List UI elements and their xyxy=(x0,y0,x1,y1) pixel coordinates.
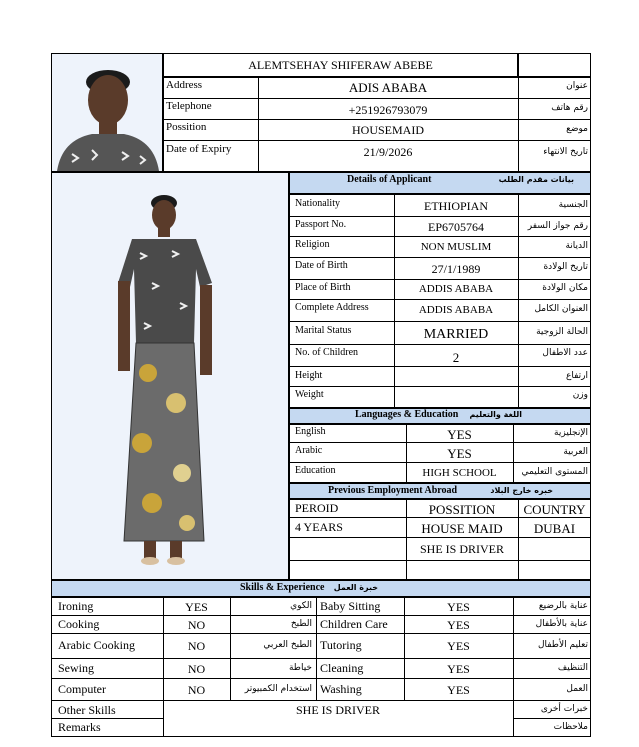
skill-ironing-ar: الكوي xyxy=(290,601,312,611)
marital-value: MARRIED xyxy=(423,327,489,342)
position-ar: موضع xyxy=(566,124,588,134)
children-value: 2 xyxy=(452,350,460,365)
address-complete-ar: العنوان الكامل xyxy=(534,304,588,314)
skill-children-care-value: YES xyxy=(447,618,470,632)
remarks-ar: ملاحظات xyxy=(553,722,588,732)
children-label: No. of Children xyxy=(295,347,359,358)
address-value: ADIS ABABA xyxy=(348,80,428,95)
telephone-value: +251926793079 xyxy=(348,103,428,117)
arabic-value: YES xyxy=(447,446,472,461)
arabic-ar: العربية xyxy=(563,447,588,457)
passport-label: Passport No. xyxy=(295,219,347,230)
address-ar: عنوان xyxy=(566,81,588,91)
children-ar: عدد الاطفال xyxy=(542,348,588,358)
pob-ar: مكان الولادة xyxy=(542,283,588,293)
skill-washing-value: YES xyxy=(447,683,470,697)
other-skills-value: SHE IS DRIVER xyxy=(295,703,380,717)
english-label: English xyxy=(295,426,326,437)
english-ar: الإنجليزية xyxy=(554,428,588,438)
skill-ironing-value: YES xyxy=(185,600,208,614)
telephone-ar: رقم هاتف xyxy=(551,103,588,113)
marital-ar: الحالة الزوجية xyxy=(536,327,588,337)
pob-label: Place of Birth xyxy=(295,282,351,293)
employment-header-ar: خبره خارج البلاد xyxy=(490,486,553,495)
employment-position: HOUSE MAID xyxy=(421,521,503,536)
skill-sewing: Sewing xyxy=(58,661,94,675)
expiry-value: 21/9/2026 xyxy=(363,145,413,159)
skill-arabic-cooking-value: NO xyxy=(187,639,206,653)
skill-computer-ar: استخدام الكمبيوتر xyxy=(244,684,312,694)
skill-cooking-ar: الطبخ xyxy=(290,619,312,629)
expiry-ar: تاريخ الانتهاء xyxy=(543,147,588,157)
nationality-label: Nationality xyxy=(295,198,340,209)
employment-col-position: POSSITION xyxy=(428,502,496,517)
weight-label: Weight xyxy=(295,389,324,400)
height-label: Height xyxy=(295,370,323,381)
skill-tutoring: Tutoring xyxy=(320,638,362,652)
skill-arabic-cooking-ar: الطبخ العربي xyxy=(263,640,312,650)
skill-tutoring-value: YES xyxy=(447,639,470,653)
passport-value: EP6705764 xyxy=(427,220,484,234)
nationality-value: ETHIOPIAN xyxy=(424,199,488,213)
skill-cooking: Cooking xyxy=(58,617,100,631)
remarks-label: Remarks xyxy=(58,720,101,734)
employment-col-country: COUNTRY xyxy=(523,502,586,517)
address-complete-label: Complete Address xyxy=(295,302,369,313)
employment-country: DUBAI xyxy=(533,521,576,536)
skills-header-ar: خبرة العمل xyxy=(333,583,378,592)
skill-washing-ar: العمل xyxy=(566,684,588,694)
skill-baby-sitting-ar: عناية بالرضيع xyxy=(538,601,588,611)
dob-label: Date of Birth xyxy=(295,260,348,271)
skill-ironing: Ironing xyxy=(58,599,94,613)
applicant-name: ALEMTSEHAY SHIFERAW ABEBE xyxy=(248,58,433,72)
dob-value: 27/1/1989 xyxy=(431,262,481,276)
arabic-label: Arabic xyxy=(295,445,323,456)
other-skills-ar: خبرات أخرى xyxy=(540,704,588,714)
skill-sewing-value: NO xyxy=(187,662,206,676)
employment-period: 4 YEARS xyxy=(295,520,343,534)
skill-cleaning: Cleaning xyxy=(320,661,364,675)
dob-ar: تاريخ الولادة xyxy=(543,262,588,272)
languages-header-ar: اللغة والتعليم xyxy=(469,410,522,419)
employment-header-en: Previous Employment Abroad xyxy=(328,485,458,496)
english-value: YES xyxy=(447,427,472,442)
skill-computer-value: NO xyxy=(187,683,206,697)
skill-cleaning-value: YES xyxy=(447,662,470,676)
position-value: HOUSEMAID xyxy=(352,123,424,137)
skill-washing: Washing xyxy=(320,682,362,696)
religion-label: Religion xyxy=(295,239,330,250)
height-ar: ارتفاع xyxy=(565,371,588,381)
skill-computer: Computer xyxy=(58,682,106,696)
skill-arabic-cooking: Arabic Cooking xyxy=(58,638,135,652)
skills-header-en: Skills & Experience xyxy=(240,582,325,593)
telephone-label: Telephone xyxy=(166,100,212,112)
position-label: Possition xyxy=(166,121,207,133)
skill-sewing-ar: خياطة xyxy=(288,663,312,673)
skill-tutoring-ar: تعليم الأطفال xyxy=(537,640,588,650)
marital-label: Marital Status xyxy=(295,325,352,336)
education-value: HIGH SCHOOL xyxy=(422,467,497,479)
head-photo xyxy=(51,53,163,172)
expiry-label: Date of Expiry xyxy=(166,143,232,155)
pob-value: ADDIS ABABA xyxy=(418,283,494,295)
details-header-en: Details of Applicant xyxy=(347,174,432,185)
religion-ar: الديانة xyxy=(565,241,588,251)
details-header-ar: بيانات مقدم الطلب xyxy=(498,175,574,184)
religion-value: NON MUSLIM xyxy=(420,241,492,253)
other-skills-label: Other Skills xyxy=(58,703,116,717)
full-body-photo xyxy=(51,172,289,580)
employment-note: SHE IS DRIVER xyxy=(419,542,504,556)
employment-col-period: PEROID xyxy=(295,501,339,515)
skill-cleaning-ar: التنظيف xyxy=(557,663,588,673)
name-blank-cell xyxy=(518,53,591,77)
address-complete-value: ADDIS ABABA xyxy=(418,304,494,316)
weight-ar: وزن xyxy=(572,390,588,400)
nationality-ar: الجنسية xyxy=(558,200,588,210)
education-ar: المستوى التعليمي xyxy=(521,467,588,477)
education-label: Education xyxy=(295,465,336,476)
address-label: Address xyxy=(166,79,203,91)
skill-cooking-value: NO xyxy=(187,618,206,632)
passport-ar: رقم جواز السفر xyxy=(527,221,588,231)
skill-children-care: Children Care xyxy=(320,617,388,631)
skill-baby-sitting-value: YES xyxy=(447,600,470,614)
skill-baby-sitting: Baby Sitting xyxy=(320,599,381,613)
skill-children-care-ar: عناية بالأطفال xyxy=(535,619,588,629)
languages-header-en: Languages & Education xyxy=(355,409,459,420)
